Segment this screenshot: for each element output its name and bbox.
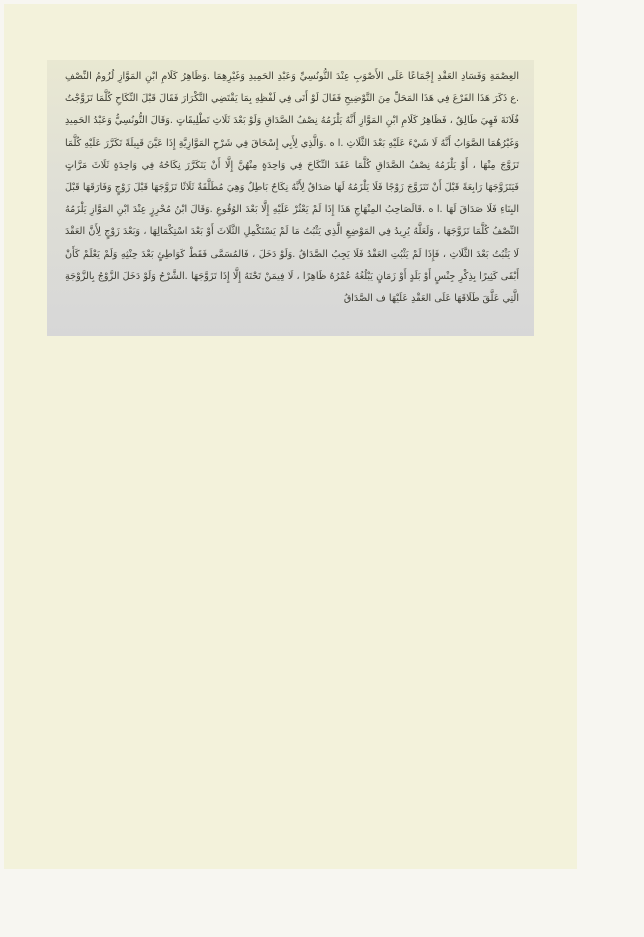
page bbox=[4, 4, 577, 869]
body-paragraph: العِصْمَةِ وَفَسَادِ العَقْدِ إِجْمَاعًا عَلَى الأَصْوَبِ عِنْدَ التُّونُسِيِّ وَعَبْدِ الحَمِيدِ وَغَيْرِهِمَا .وَظَاهِرُ كَلَامِ ابْنِ المَوَّازِ لُزُومُ النِّصْفِ .ع ذَكَرَ هَذَا الفَرْعَ فِي هَذَا المَحَلِّ مِنَ التَّوْضِيحِ فَقَالَ لَوْ أَتَى فِي لَفْظِهِ بِمَا يَقْتَضِي التَّكْرَارَ فَقَالَ قَبْلَ النِّكَاحِ كُلَّمَا تَزَوَّجْتُ فُلَانَةَ فَهِيَ طَالِقٌ ، فَظَاهِرُ كَلَامِ ابْنِ المَوَّازِ أَنَّهُ يَلْزَمُهُ نِصْفُ الصَّدَاقِ وَلَوْ بَعْدَ ثَلَاثِ تَطْلِيقَاتٍ .وَقَالَ التُّونُسِيُّ وَعَبْدُ الحَمِيدِ وَغَيْرُهُمَا الصَّوَابُ أَنَّهُ لَا شَيْءَ عَلَيْهِ بَعْدَ الثَّلَاثِ .ا ه .وَالَّذِي لِأَبِي إِسْحَاقَ فِي شَرْحِ المَوَّازِيَّةِ إِذَا عَيَّنَ قَبِيلَةً تَكَرَّرَ عَلَيْهِ كُلَّمَا تَزَوَّجَ مِنْهَا ، أَوْ يَلْزَمُهُ نِصْفُ الصَّدَاقِ كُلَّمَا عَقَدَ النِّكَاحَ فِي وَاحِدَةٍ مِنْهُنَّ إِلَّا أَنْ يَتَكَرَّرَ نِكَاحُهُ فِي وَاحِدَةٍ ثَلَاثَ مَرَّاتٍ فَيَتَزَوَّجَهَا رَابِعَةً قَبْلَ أَنْ تَتَزَوَّجَ زَوْجًا فَلَا يَلْزَمُهُ لَهَا صَدَاقٌ لِأَنَّهُ نِكَاحٌ بَاطِلٌ وَهِيَ مُطَلَّقَةٌ ثَلَاثًا تَزَوَّجَهَا قَبْلَ زَوْجٍ وَفَارَقَهَا قَبْلَ البِنَاءِ فَلَا صَدَاقَ لَهَا .ا ه .قَالَصَاحِبُ المِنْهَاجِ هَذَا إِذَا لَمْ يَعْثُرْ عَلَيْهِ إِلَّا بَعْدَ الوُقُوعِ .وَقَالَ ابْنُ مُحْرِزٍ عِنْدَ ابْنِ المَوَّازِ يَلْزَمُهُ النِّصْفُ كُلَّمَا تَزَوَّجَهَا ، وَلَعَلَّهُ يُرِيدُ فِي المَوْضِعِ الَّذِي يَثْبُتُ مَا لَمْ يَسْتَكْمِلِ الثَّلَاثَ أَوْ بَعْدَ اسْتِكْمَالِهَا ، وَبَعْدَ زَوْجٍ لِأَنَّ العَقْدَ لَا يَثْبُتُ بَعْدَ الثَّلَاثِ ، فَإِذَا لَمْ يَثْبُتِ العَقْدُ فَلَا يَجِبُ الصَّدَاقُ .وَلَوْ دَخَلَ ، فَالمُسَمَّى فَقَطْ كَوَاطِئٍ بَعْدَ حِنْثِهِ وَلَمْ يَعْلَمْ كَأَنْ أَبْقَى كَثِيرًا بِذِكْرِ جِنْسٍ أَوْ بَلَدٍ أَوْ زَمَانٍ يَبْلُغُهُ عُمْرُهُ ظَاهِرًا ، لَا فِيمَنْ تَحْتَهُ إِلَّا إِذَا تَزَوَّجَهَا .الشَّرْحُ وَلَوْ دَخَلَ الزَّوْجُ بِالزَّوْجَةِ الَّتِي عَلَّقَ طَلَاقَهَا عَلَى العَقْدِ عَلَيْهَا ف الصَّدَاقُ bbox=[65, 71, 519, 305]
text-panel bbox=[47, 60, 534, 336]
